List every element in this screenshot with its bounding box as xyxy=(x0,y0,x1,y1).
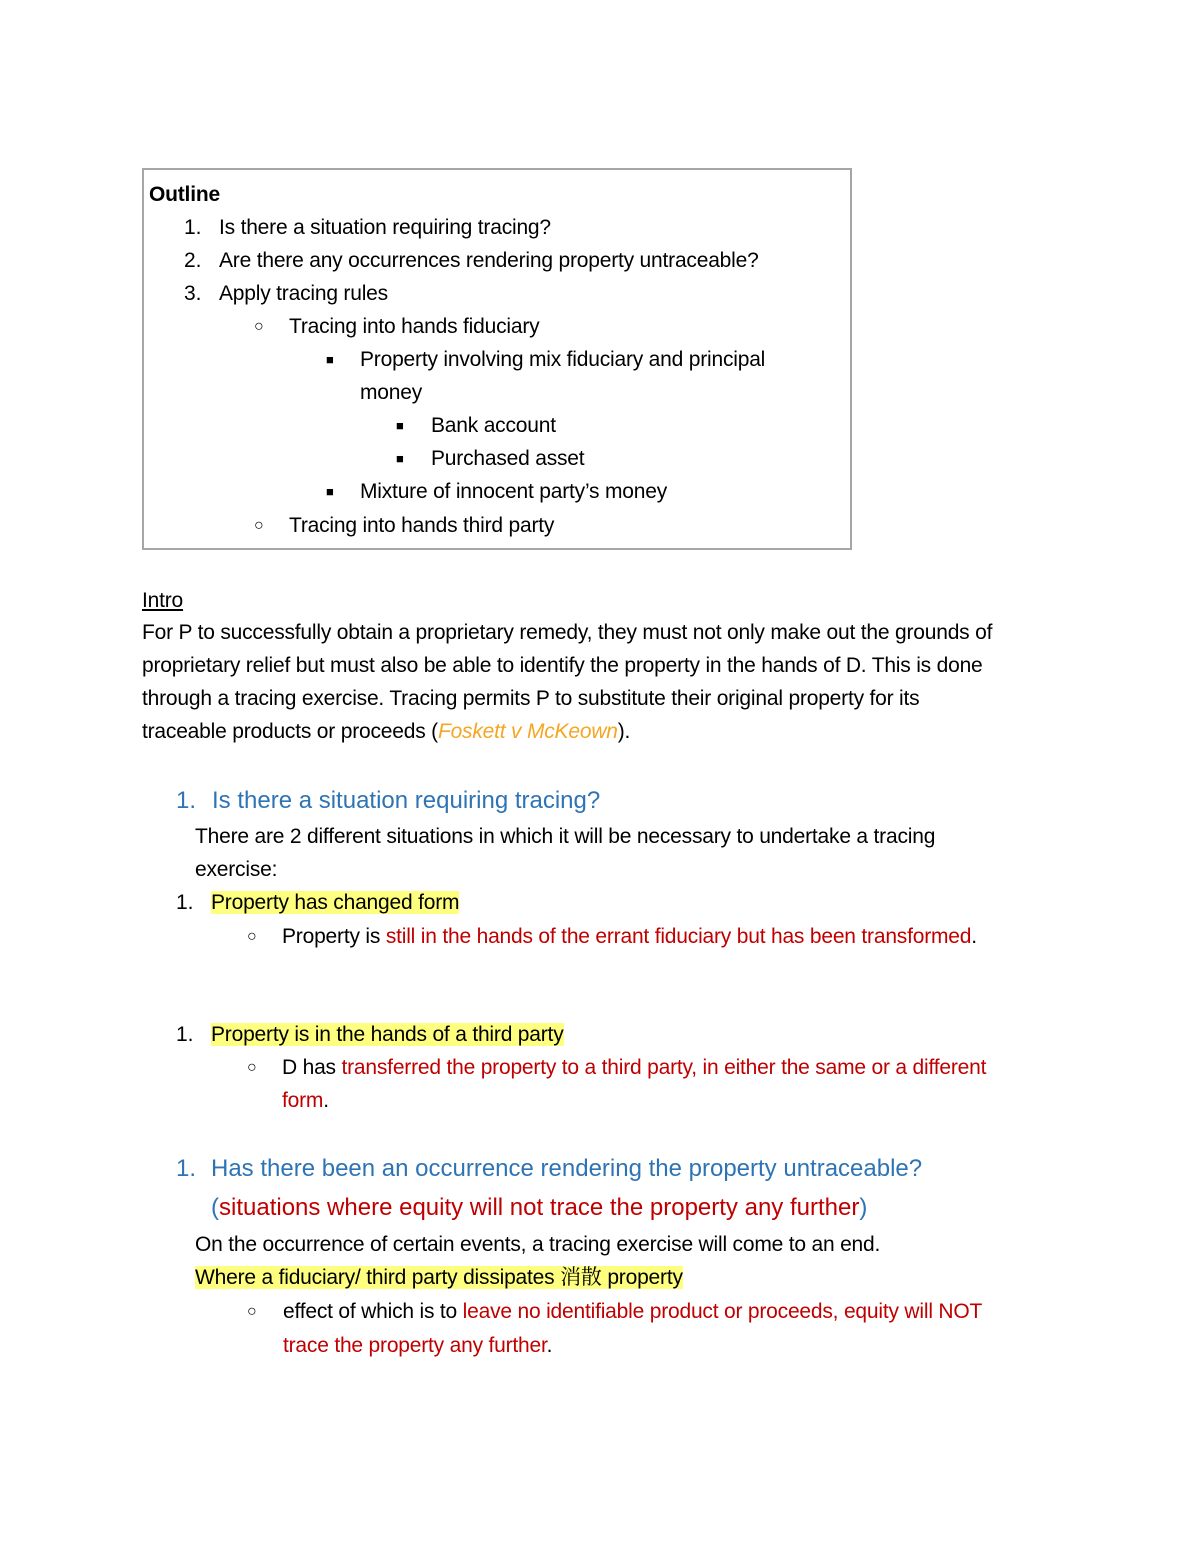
outline-sub-1a-ii: Purchased asset xyxy=(431,447,585,470)
section-1-number: 1. xyxy=(176,787,197,814)
section-2-bullet-end: . xyxy=(546,1334,553,1357)
section-1-heading: Is there a situation requiring tracing? xyxy=(212,787,601,814)
outline-item-1: Is there a situation requiring tracing? xyxy=(219,216,551,239)
section-2-highlight-line xyxy=(195,1261,683,1294)
situation-1-highlight: Property has changed form xyxy=(211,891,460,914)
situation-2-detail-text: D has xyxy=(282,1056,342,1079)
intro-heading: Intro xyxy=(142,589,184,612)
outline-item-2-number: 2. xyxy=(184,249,202,272)
section-2-bullet-text: effect of which is to xyxy=(283,1300,463,1323)
outline-item-2: Are there any occurrences rendering property untraceable? xyxy=(219,249,759,272)
intro-line-2: proprietary relief but must also be able to identify the property in the hands of D. This is done xyxy=(142,654,983,677)
intro-line-1: For P to successfully obtain a proprietary remedy, they must not only make out the grounds of xyxy=(142,621,993,644)
intro-line-3: through a tracing exercise. Tracing permits P to substitute their original property for its xyxy=(142,687,920,710)
outline-item-3: Apply tracing rules xyxy=(219,282,388,305)
section-1-para-line-2: exercise: xyxy=(195,858,278,881)
circle-bullet-icon: ○ xyxy=(254,517,264,534)
square-bullet-icon: ■ xyxy=(396,451,404,466)
square-bullet-icon: ■ xyxy=(326,352,334,367)
section-2-bullet-line-2 xyxy=(283,1329,552,1362)
section-2-subheading-close: ) xyxy=(859,1194,868,1221)
circle-bullet-icon: ○ xyxy=(247,1303,257,1320)
situation-1-detail-end: . xyxy=(971,925,977,948)
intro-line-4-text: traceable products or proceeds ( xyxy=(142,720,438,743)
outline-item-3-number: 3. xyxy=(184,282,202,305)
intro-line-4 xyxy=(142,715,630,748)
dissipation-highlight: Where a fiduciary/ third party dissipates 消散 property xyxy=(195,1266,683,1289)
situation-2-detail-line-1 xyxy=(282,1051,986,1084)
outline-sub-1: Tracing into hands fiduciary xyxy=(289,315,540,338)
section-2-bullet-line-1 xyxy=(283,1295,982,1328)
situation-2-number: 1. xyxy=(176,1023,194,1046)
situation-2-detail-line-2 xyxy=(282,1084,329,1117)
square-bullet-icon: ■ xyxy=(396,418,404,433)
outline-sub-1a-line1: Property involving mix fiduciary and principal xyxy=(360,348,766,371)
section-2-subheading-open: ( xyxy=(211,1194,219,1221)
outline-item-1-number: 1. xyxy=(184,216,202,239)
outline-sub-1a-i: Bank account xyxy=(431,414,556,437)
intro-line-4-end: ). xyxy=(617,720,631,743)
circle-bullet-icon: ○ xyxy=(247,1059,257,1076)
situation-2-highlight: Property is in the hands of a third party xyxy=(211,1023,564,1046)
square-bullet-icon: ■ xyxy=(326,484,334,499)
section-2-heading: Has there been an occurrence rendering the property untraceable? xyxy=(211,1155,923,1182)
situation-2-title xyxy=(211,1018,564,1051)
situation-2-detail-red-2: form xyxy=(282,1089,324,1112)
situation-1-detail-text: Property is xyxy=(282,925,386,948)
section-2-number: 1. xyxy=(176,1155,197,1182)
section-2-para: On the occurrence of certain events, a tracing exercise will come to an end. xyxy=(195,1233,881,1256)
circle-bullet-icon: ○ xyxy=(254,318,264,335)
situation-1-detail xyxy=(282,920,977,953)
outline-sub-1a-line2: money xyxy=(360,381,423,404)
outline-title: Outline xyxy=(149,183,220,206)
situation-1-title xyxy=(211,886,459,919)
case-citation: Foskett v McKeown xyxy=(437,720,618,743)
situation-2-detail-red: transferred the property to a third party, in either the same or a different xyxy=(341,1056,987,1079)
outline-sub-2: Tracing into hands third party xyxy=(289,514,555,537)
section-1-para-line-1: There are 2 different situations in which it will be necessary to undertake a tracing xyxy=(195,825,936,848)
situation-1-detail-red: still in the hands of the errant fiduciary but has been transformed xyxy=(385,925,972,948)
section-2-subheading-red: situations where equity will not trace the property any further xyxy=(219,1194,860,1221)
situation-1-number: 1. xyxy=(176,891,194,914)
section-2-bullet-red: leave no identifiable product or proceeds, equity will NOT xyxy=(462,1300,983,1323)
situation-2-detail-end: . xyxy=(323,1089,329,1112)
section-2-bullet-red-2: trace the property any further xyxy=(283,1334,547,1357)
section-2-subheading xyxy=(211,1190,867,1226)
circle-bullet-icon: ○ xyxy=(247,928,257,945)
outline-sub-1b: Mixture of innocent party’s money xyxy=(360,480,667,503)
